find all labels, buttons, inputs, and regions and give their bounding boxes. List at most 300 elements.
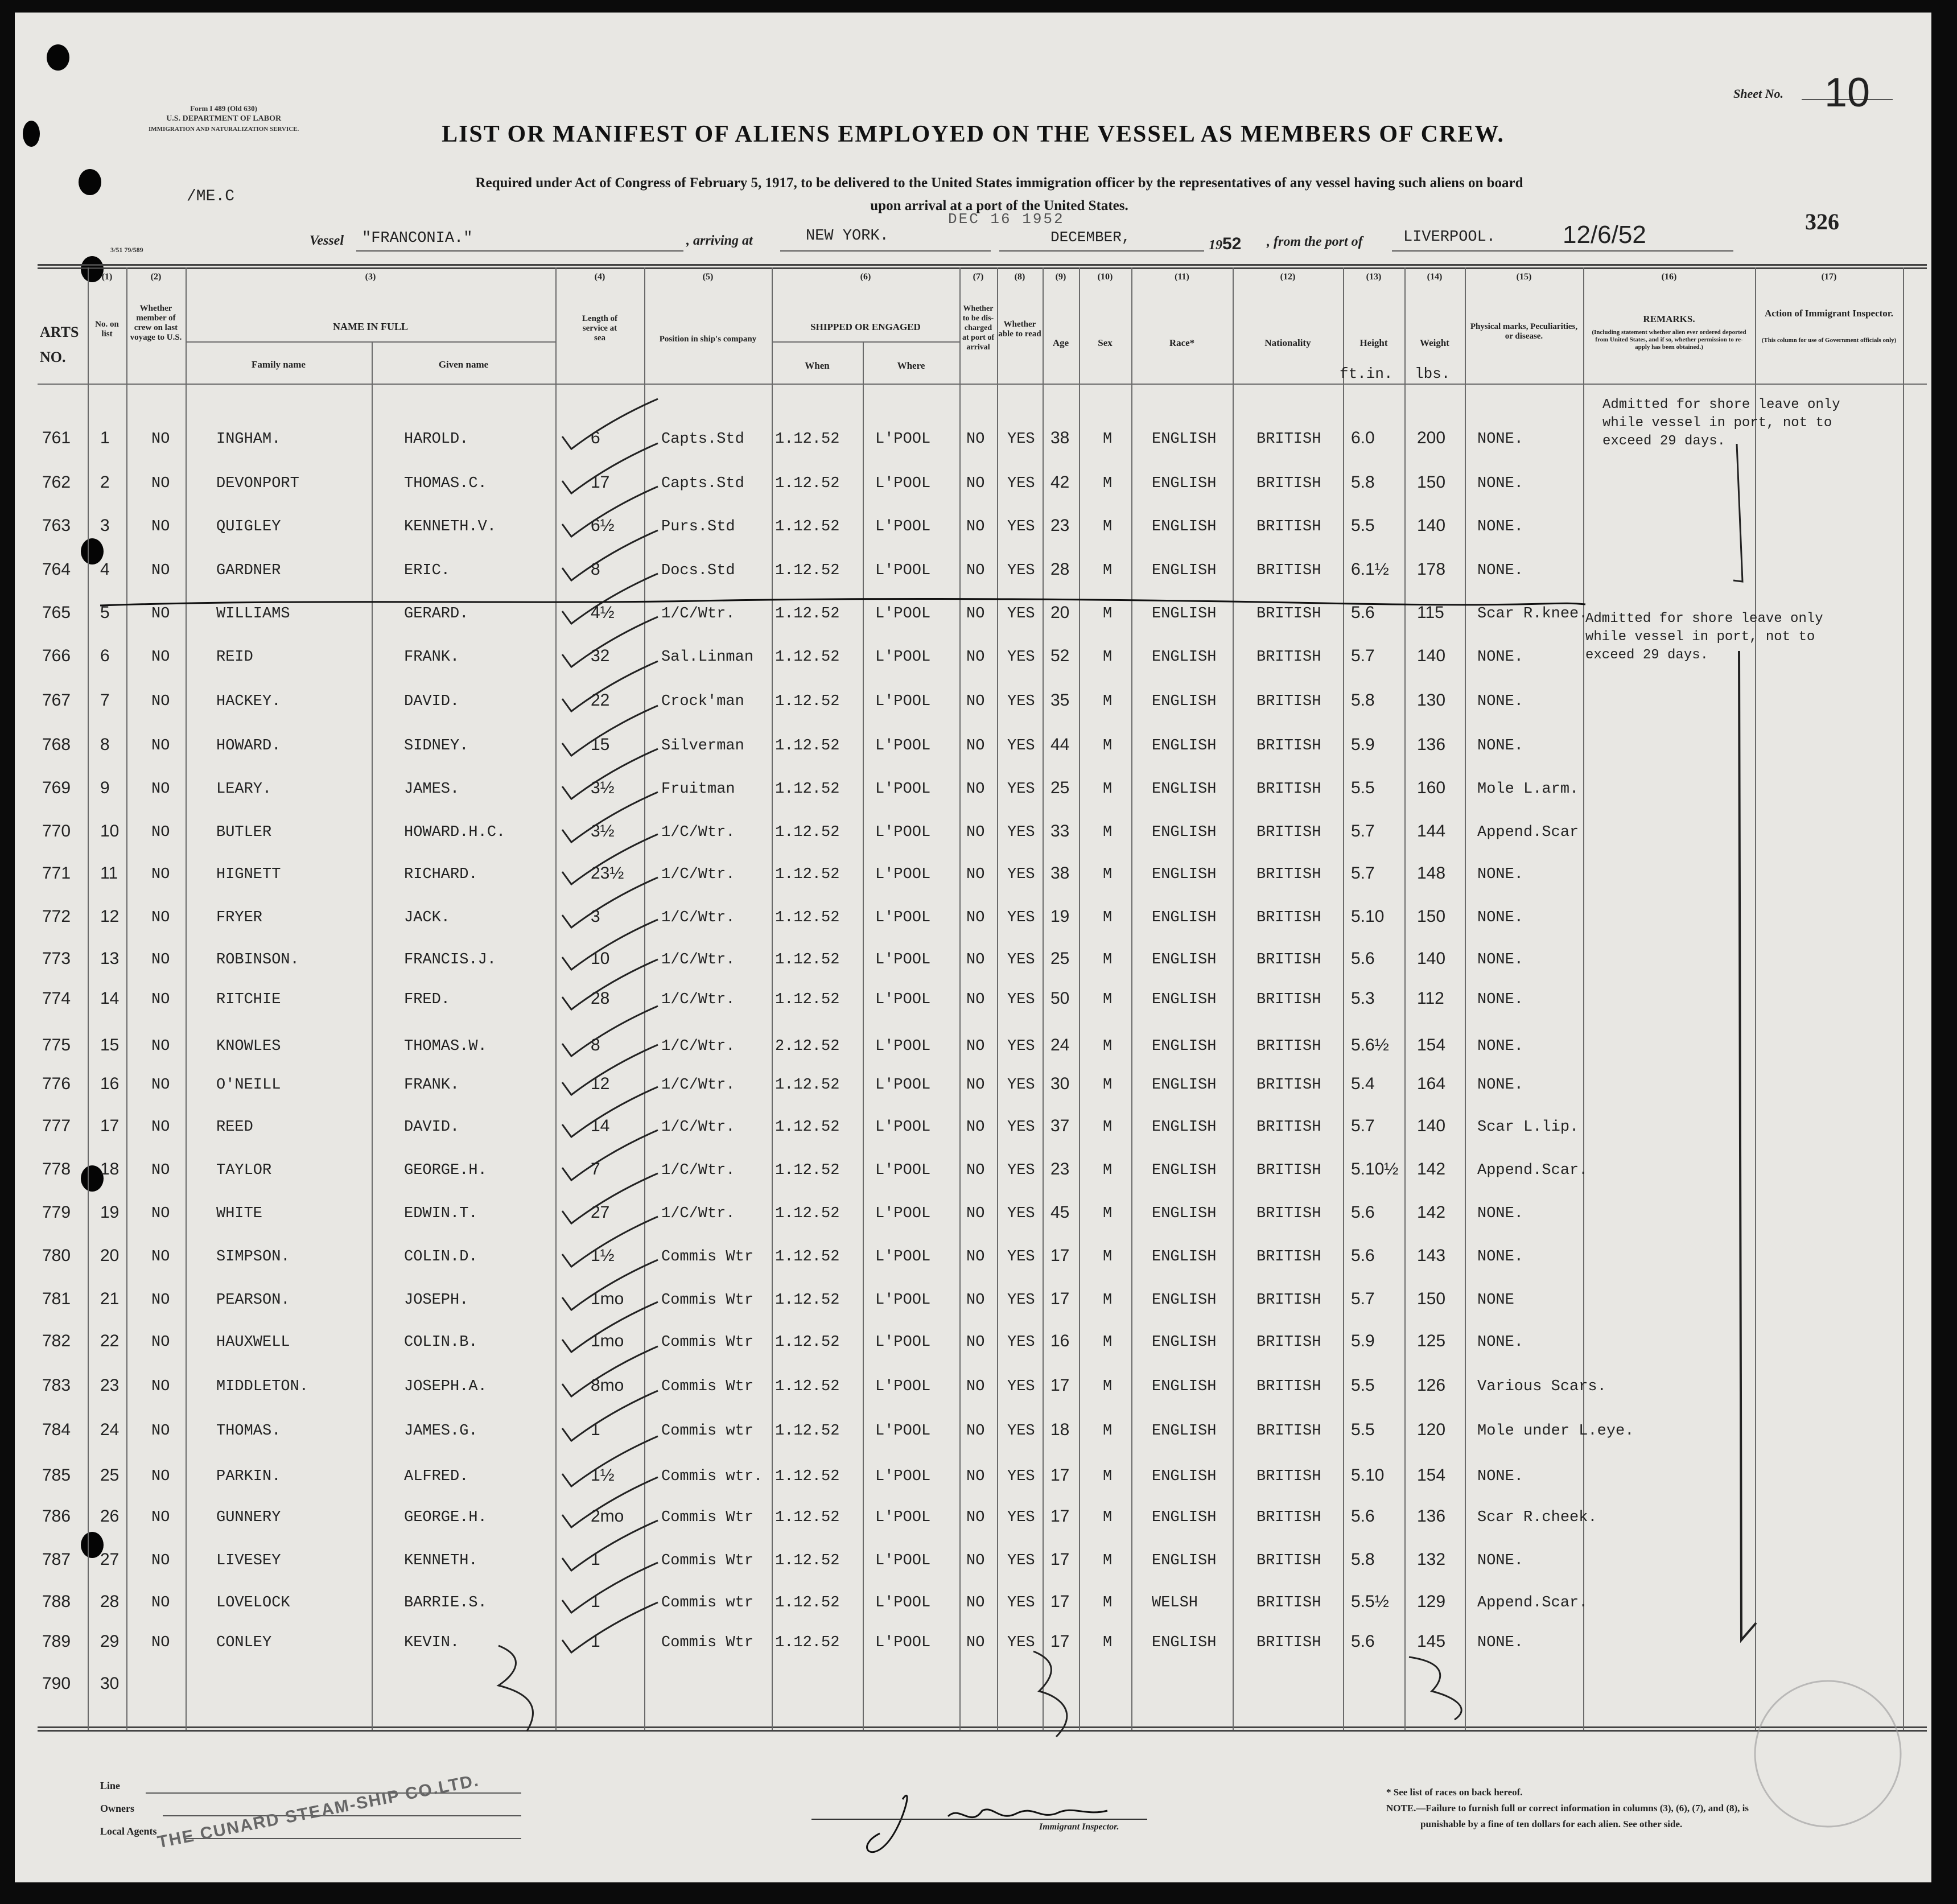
given-name-cell: COLIN.D. [404, 1248, 478, 1266]
race-cell: ENGLISH [1152, 1248, 1217, 1266]
col-header-name: NAME IN FULL [332, 321, 408, 332]
marks-cell: NONE. [1477, 431, 1524, 448]
col-num-13: (13) [1366, 272, 1382, 282]
discharged-cell: NO [966, 909, 985, 926]
sex-cell: M [1103, 475, 1113, 492]
marks-cell: Mole under L.eye. [1477, 1423, 1634, 1440]
list-number: 9 [100, 778, 110, 797]
service-cell: 1½ [591, 1246, 615, 1265]
where-cell: L'POOL [875, 605, 931, 623]
when-cell: 1.12.52 [775, 1552, 840, 1569]
line-label: Line [100, 1780, 121, 1791]
family-name-cell: ROBINSON. [216, 951, 299, 969]
col-header-height: Height [1359, 337, 1388, 348]
weight-cell: 112 [1417, 989, 1444, 1008]
date-stamp: DEC 16 1952 [948, 211, 1065, 228]
where-cell: L'POOL [875, 1038, 931, 1055]
when-cell: 1.12.52 [775, 649, 840, 666]
col-header-when: When [805, 360, 830, 371]
race-cell: ENGLISH [1152, 1423, 1217, 1440]
height-cell: 5.5½ [1351, 1592, 1389, 1611]
where-cell: L'POOL [875, 1552, 931, 1569]
family-name-cell: MIDDLETON. [216, 1378, 309, 1395]
where-cell: L'POOL [875, 909, 931, 926]
remarks-block-1 [1602, 396, 1840, 451]
age-cell: 18 [1050, 1420, 1070, 1439]
weight-cell: 150 [1417, 907, 1446, 926]
family-name-cell: PARKIN. [216, 1468, 281, 1485]
list-number: 10 [100, 822, 120, 840]
list-number: 17 [100, 1116, 120, 1135]
position-cell: 1/C/Wtr. [661, 866, 735, 883]
age-cell: 37 [1050, 1116, 1070, 1135]
col-header-family-name: Family name [252, 359, 306, 370]
list-number: 19 [100, 1203, 120, 1222]
where-cell: L'POOL [875, 1334, 931, 1351]
sex-cell: M [1103, 1292, 1113, 1309]
age-cell: 38 [1050, 864, 1070, 883]
sex-cell: M [1103, 518, 1113, 535]
where-cell: L'POOL [875, 1634, 931, 1651]
col-num-8: (8) [1014, 272, 1025, 282]
sex-cell: M [1103, 991, 1113, 1008]
position-cell: Fruitman [661, 781, 735, 798]
given-name-cell: COLIN.B. [404, 1334, 478, 1351]
service-cell: 1 [591, 1592, 600, 1611]
race-cell: ENGLISH [1152, 1038, 1217, 1055]
position-cell: Purs.Std [661, 518, 735, 535]
height-cell: 5.6 [1351, 603, 1375, 622]
last-voyage-cell: NO [151, 1077, 170, 1094]
where-cell: L'POOL [875, 781, 931, 798]
col-header-marks: Physical marks, Peculiarities, or disease. [1470, 322, 1578, 341]
given-name-cell: JACK. [404, 909, 451, 926]
height-cell: 5.6 [1351, 1203, 1375, 1222]
nationality-cell: BRITISH [1256, 1594, 1321, 1612]
footnote [1386, 1785, 1785, 1832]
art-number: 782 [42, 1332, 71, 1350]
nationality-cell: BRITISH [1256, 1205, 1321, 1222]
service-cell: 1 [591, 1550, 600, 1569]
height-cell: 5.6 [1351, 1246, 1375, 1265]
owners-label: Owners [100, 1803, 134, 1814]
given-name-cell: DAVID. [404, 693, 460, 710]
age-cell: 38 [1050, 428, 1070, 447]
weight-cell: 142 [1417, 1203, 1446, 1222]
nationality-cell: BRITISH [1256, 1292, 1321, 1309]
nationality-cell: BRITISH [1256, 649, 1321, 666]
discharged-cell: NO [966, 951, 985, 969]
given-name-cell: EDWIN.T. [404, 1205, 478, 1222]
discharged-cell: NO [966, 866, 985, 883]
height-cell: 5.7 [1351, 822, 1375, 840]
weight-cell: 145 [1417, 1632, 1446, 1651]
last-voyage-cell: NO [151, 518, 170, 535]
family-name-cell: BUTLER [216, 824, 272, 841]
when-cell: 1.12.52 [775, 1162, 840, 1179]
art-number: 767 [42, 691, 71, 710]
position-cell: Commis wtr [661, 1594, 754, 1612]
service-cell: 17 [591, 473, 610, 492]
service-name: IMMIGRATION AND NATURALIZATION SERVICE. [149, 126, 299, 133]
when-cell: 1.12.52 [775, 1119, 840, 1136]
given-name-cell: ERIC. [404, 562, 451, 579]
list-number: 15 [100, 1036, 120, 1054]
marks-cell: NONE. [1477, 991, 1524, 1008]
marks-cell: NONE. [1477, 475, 1524, 492]
position-cell: 1/C/Wtr. [661, 1205, 735, 1222]
age-cell: 17 [1050, 1550, 1070, 1569]
list-number: 30 [100, 1674, 120, 1693]
race-cell: ENGLISH [1152, 1378, 1217, 1395]
read-cell: YES [1007, 824, 1035, 841]
subtitle-line-1: Required under Act of Congress of February 5, 1917, to be delivered to the United States immigration officer by the representatives of any vessel having such aliens on board [475, 175, 1523, 191]
position-cell: 1/C/Wtr. [661, 1162, 735, 1179]
list-number: 1 [100, 428, 110, 447]
read-cell: YES [1007, 518, 1035, 535]
weight-cell: 125 [1417, 1332, 1446, 1350]
weight-cell: 140 [1417, 646, 1446, 665]
service-cell: 1 [591, 1632, 600, 1651]
read-cell: YES [1007, 605, 1035, 623]
art-number: 787 [42, 1550, 71, 1569]
weight-cell: 178 [1417, 560, 1446, 579]
family-name-cell: LEARY. [216, 781, 272, 798]
marks-cell: NONE. [1477, 693, 1524, 710]
col-num-6: (6) [860, 272, 871, 282]
service-cell: 1 [591, 1420, 600, 1439]
race-cell: ENGLISH [1152, 1468, 1217, 1485]
nationality-cell: BRITISH [1256, 1423, 1321, 1440]
handwritten-date: 12/6/52 [1563, 221, 1646, 249]
last-voyage-cell: NO [151, 1162, 170, 1179]
when-cell: 1.12.52 [775, 1594, 840, 1612]
sex-cell: M [1103, 1378, 1113, 1395]
height-cell: 5.6 [1351, 949, 1375, 968]
list-number: 6 [100, 646, 110, 665]
height-cell: 5.8 [1351, 1550, 1375, 1569]
list-number: 2 [100, 473, 110, 492]
weight-cell: 140 [1417, 516, 1446, 535]
marks-cell: Append.Scar. [1477, 1594, 1588, 1612]
race-cell: ENGLISH [1152, 909, 1217, 926]
col-header-where: Where [897, 360, 925, 371]
given-name-cell: FRANK. [404, 649, 460, 666]
marks-cell: NONE. [1477, 1334, 1524, 1351]
race-cell: ENGLISH [1152, 475, 1217, 492]
race-cell: ENGLISH [1152, 1077, 1217, 1094]
list-number: 12 [100, 907, 120, 926]
nationality-cell: BRITISH [1256, 1334, 1321, 1351]
age-cell: 25 [1050, 778, 1070, 797]
side-sub-label: NO. [40, 349, 66, 365]
family-name-cell: HACKEY. [216, 693, 281, 710]
last-voyage-cell: NO [151, 1509, 170, 1526]
weight-cell: 140 [1417, 949, 1446, 968]
nationality-cell: BRITISH [1256, 518, 1321, 535]
position-cell: Commis Wtr [661, 1334, 754, 1351]
col-header-nationality: Nationality [1264, 337, 1311, 348]
sex-cell: M [1103, 824, 1113, 841]
discharged-cell: NO [966, 649, 985, 666]
family-name-cell: KNOWLES [216, 1038, 281, 1055]
last-voyage-cell: NO [151, 1038, 170, 1055]
nationality-cell: BRITISH [1256, 605, 1321, 623]
list-number: 3 [100, 516, 110, 535]
height-cell: 5.5 [1351, 516, 1375, 535]
height-cell: 5.10 [1351, 1466, 1385, 1485]
list-number: 13 [100, 949, 120, 968]
age-cell: 50 [1050, 989, 1070, 1008]
col-header-age: Age [1052, 337, 1069, 348]
last-voyage-cell: NO [151, 1248, 170, 1266]
discharged-cell: NO [966, 475, 985, 492]
page-number: 326 [1805, 209, 1839, 234]
art-number: 766 [42, 646, 71, 665]
read-cell: YES [1007, 1634, 1035, 1651]
discharged-cell: NO [966, 1468, 985, 1485]
position-cell: 1/C/Wtr. [661, 1119, 735, 1136]
sex-cell: M [1103, 1468, 1113, 1485]
read-cell: YES [1007, 1378, 1035, 1395]
when-cell: 1.12.52 [775, 605, 840, 623]
remark-line: while vessel in port, not to [1602, 415, 1832, 431]
read-cell: YES [1007, 1292, 1035, 1309]
last-voyage-cell: NO [151, 1292, 170, 1309]
last-voyage-cell: NO [151, 649, 170, 666]
marks-cell: NONE. [1477, 518, 1524, 535]
nationality-cell: BRITISH [1256, 909, 1321, 926]
list-number: 8 [100, 735, 110, 754]
where-cell: L'POOL [875, 1162, 931, 1179]
discharged-cell: NO [966, 1552, 985, 1569]
marks-cell: NONE. [1477, 951, 1524, 969]
discharged-cell: NO [966, 1119, 985, 1136]
age-cell: 17 [1050, 1592, 1070, 1611]
col-header-remarks: REMARKS. [1643, 314, 1695, 324]
col-num-11: (11) [1175, 272, 1189, 282]
annotation-layer [15, 13, 1931, 1882]
art-number: 788 [42, 1592, 71, 1611]
race-cell: ENGLISH [1152, 737, 1217, 755]
read-cell: YES [1007, 1423, 1035, 1440]
race-cell: ENGLISH [1152, 605, 1217, 623]
sex-cell: M [1103, 866, 1113, 883]
list-number: 11 [100, 864, 118, 883]
when-cell: 1.12.52 [775, 991, 840, 1008]
weight-cell: 150 [1417, 473, 1446, 492]
family-name-cell: FRYER [216, 909, 263, 926]
position-cell: 1/C/Wtr. [661, 1038, 735, 1055]
when-cell: 1.12.52 [775, 1077, 840, 1094]
service-cell: 12 [591, 1074, 610, 1093]
discharged-cell: NO [966, 1162, 985, 1179]
col-header-remarks-sub: (Including statement whether alien ever ordered deported from United States, and if so, whether permission to re-apply has been obtained.) [1592, 329, 1746, 351]
marks-cell: NONE. [1477, 1468, 1524, 1485]
where-cell: L'POOL [875, 1509, 931, 1526]
sex-cell: M [1103, 951, 1113, 969]
list-number: 23 [100, 1376, 120, 1395]
col-header-position: Position in ship's company [659, 335, 757, 344]
inspector-label: Immigrant Inspector. [1039, 1822, 1119, 1832]
age-cell: 17 [1050, 1246, 1070, 1265]
last-voyage-cell: NO [151, 605, 170, 623]
position-cell: Commis Wtr [661, 1248, 754, 1266]
art-number: 777 [42, 1116, 71, 1135]
where-cell: L'POOL [875, 1423, 931, 1440]
list-number: 21 [100, 1289, 120, 1308]
vessel-name: "FRANCONIA." [362, 230, 473, 247]
service-cell: 27 [591, 1203, 610, 1222]
given-name-cell: FRANK. [404, 1077, 460, 1094]
discharged-cell: NO [966, 1334, 985, 1351]
age-cell: 52 [1050, 646, 1070, 665]
when-cell: 1.12.52 [775, 1205, 840, 1222]
last-voyage-cell: NO [151, 1468, 170, 1485]
last-voyage-cell: NO [151, 781, 170, 798]
age-cell: 33 [1050, 822, 1070, 840]
nationality-cell: BRITISH [1256, 951, 1321, 969]
discharged-cell: NO [966, 1292, 985, 1309]
height-cell: 5.8 [1351, 473, 1375, 492]
vessel-label: Vessel [310, 233, 344, 248]
last-voyage-cell: NO [151, 562, 170, 579]
weight-cell: 164 [1417, 1074, 1446, 1093]
where-cell: L'POOL [875, 1205, 931, 1222]
race-cell: ENGLISH [1152, 649, 1217, 666]
ref-code: 3/51 79/589 [110, 246, 143, 254]
remark-line: Admitted for shore leave only [1602, 397, 1840, 413]
nationality-cell: BRITISH [1256, 866, 1321, 883]
ditto-mark [1409, 1657, 1461, 1720]
list-number: 4 [100, 560, 110, 579]
weight-cell: 150 [1417, 1289, 1446, 1308]
discharged-cell: NO [966, 1423, 985, 1440]
height-cell: 5.4 [1351, 1074, 1375, 1093]
sex-cell: M [1103, 1077, 1113, 1094]
weight-cell: 132 [1417, 1550, 1446, 1569]
age-cell: 16 [1050, 1332, 1070, 1350]
given-name-cell: SIDNEY. [404, 737, 469, 755]
sex-cell: M [1103, 1423, 1113, 1440]
sex-cell: M [1103, 562, 1113, 579]
read-cell: YES [1007, 475, 1035, 492]
discharged-cell: NO [966, 1077, 985, 1094]
art-number: 762 [42, 473, 71, 492]
race-cell: ENGLISH [1152, 991, 1217, 1008]
col-num-9: (9) [1055, 272, 1066, 282]
remark-bracket [1733, 444, 1742, 582]
height-cell: 5.7 [1351, 864, 1375, 883]
last-voyage-cell: NO [151, 866, 170, 883]
where-cell: L'POOL [875, 866, 931, 883]
weight-cell: 120 [1417, 1420, 1446, 1439]
list-number: 26 [100, 1507, 120, 1526]
age-cell: 44 [1050, 735, 1070, 754]
nationality-cell: BRITISH [1256, 1077, 1321, 1094]
last-voyage-cell: NO [151, 951, 170, 969]
service-cell: 14 [591, 1116, 610, 1135]
nationality-cell: BRITISH [1256, 1119, 1321, 1136]
given-name-cell: RICHARD. [404, 866, 478, 883]
art-number: 790 [42, 1674, 71, 1693]
col-header-sex: Sex [1098, 337, 1113, 348]
last-voyage-cell: NO [151, 1552, 170, 1569]
marks-cell: Mole L.arm. [1477, 781, 1579, 798]
when-cell: 1.12.52 [775, 1468, 840, 1485]
when-cell: 1.12.52 [775, 1248, 840, 1266]
discharged-cell: NO [966, 1509, 985, 1526]
race-cell: ENGLISH [1152, 951, 1217, 969]
col-header-weight: Weight [1420, 337, 1449, 348]
col-header-service: Length of service at sea [582, 314, 618, 343]
when-cell: 2.12.52 [775, 1038, 840, 1055]
height-cell: 5.5 [1351, 1376, 1375, 1395]
list-number: 5 [100, 603, 110, 622]
discharged-cell: NO [966, 1634, 985, 1651]
height-unit: ft.in. [1340, 365, 1393, 382]
col-header-discharged: Whether to be dis-charged at port of arrival [962, 304, 994, 352]
where-cell: L'POOL [875, 1594, 931, 1612]
given-name-cell: HOWARD.H.C. [404, 824, 506, 841]
position-cell: 1/C/Wtr. [661, 824, 735, 841]
position-cell: 1/C/Wtr. [661, 951, 735, 969]
weight-cell: 130 [1417, 691, 1446, 710]
last-voyage-cell: NO [151, 1119, 170, 1136]
service-cell: 6½ [591, 516, 615, 535]
family-name-cell: INGHAM. [216, 431, 281, 448]
service-cell: 1mo [591, 1332, 624, 1350]
last-voyage-cell: NO [151, 475, 170, 492]
position-cell: Commis wtr [661, 1423, 754, 1440]
where-cell: L'POOL [875, 737, 931, 755]
when-cell: 1.12.52 [775, 693, 840, 710]
age-cell: 28 [1050, 560, 1070, 579]
race-cell: ENGLISH [1152, 781, 1217, 798]
read-cell: YES [1007, 1038, 1035, 1055]
sex-cell: M [1103, 1248, 1113, 1266]
height-cell: 5.9 [1351, 735, 1375, 754]
family-name-cell: WILLIAMS [216, 605, 290, 623]
when-cell: 1.12.52 [775, 781, 840, 798]
col-num-10: (10) [1097, 272, 1113, 282]
col-header-given-name: Given name [438, 359, 489, 370]
family-name-cell: HAUXWELL [216, 1334, 290, 1351]
given-name-cell: JOSEPH. [404, 1292, 469, 1309]
form-number: Form I 489 (Old 630) [190, 104, 257, 113]
nationality-cell: BRITISH [1256, 475, 1321, 492]
marks-cell: NONE. [1477, 1077, 1524, 1094]
when-cell: 1.12.52 [775, 431, 840, 448]
read-cell: YES [1007, 909, 1035, 926]
position-cell: Docs.Std [661, 562, 735, 579]
nationality-cell: BRITISH [1256, 431, 1321, 448]
department: U.S. DEPARTMENT OF LABOR [166, 114, 282, 123]
height-cell: 5.9 [1351, 1332, 1375, 1350]
family-name-cell: O'NEILL [216, 1077, 281, 1094]
weight-cell: 154 [1417, 1466, 1446, 1485]
service-cell: 32 [591, 646, 610, 665]
age-cell: 23 [1050, 1160, 1070, 1178]
race-cell: ENGLISH [1152, 1205, 1217, 1222]
discharged-cell: NO [966, 824, 985, 841]
given-name-cell: BARRIE.S. [404, 1594, 487, 1612]
marks-cell: NONE. [1477, 737, 1524, 755]
when-cell: 1.12.52 [775, 909, 840, 926]
given-name-cell: KEVIN. [404, 1634, 460, 1651]
col-num-15: (15) [1516, 272, 1532, 282]
height-cell: 5.7 [1351, 1116, 1375, 1135]
